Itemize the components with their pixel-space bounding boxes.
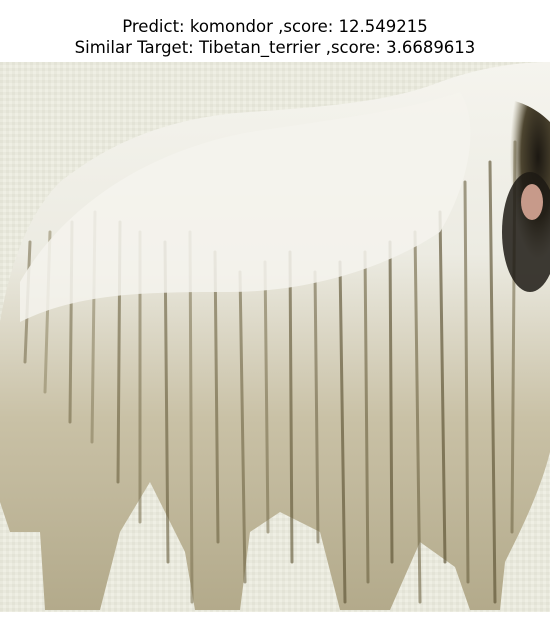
dog-illustration xyxy=(0,62,550,612)
dog-nose xyxy=(521,184,543,220)
prediction-title: Predict: komondor ,score: 12.549215 xyxy=(122,17,428,36)
dog-photo xyxy=(0,62,550,612)
similar-target-title: Similar Target: Tibetan_terrier ,score: 3.6689613 xyxy=(74,38,476,57)
